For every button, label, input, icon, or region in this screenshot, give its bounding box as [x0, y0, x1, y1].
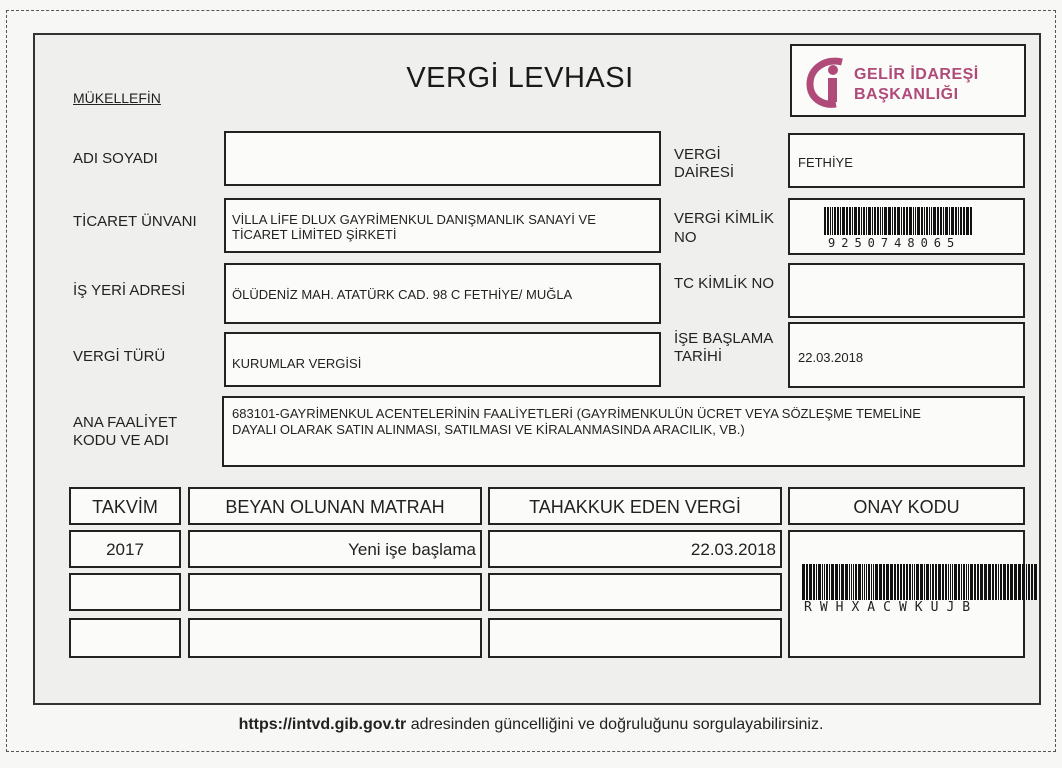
barcode-bar	[809, 564, 812, 600]
barcode-bar	[875, 564, 878, 600]
barcode-bar	[888, 207, 891, 235]
ise-baslama-value: 22.03.2018	[798, 350, 864, 365]
barcode-bar	[980, 564, 983, 600]
barcode-bar	[858, 207, 860, 235]
barcode-bar	[853, 564, 854, 600]
barcode-bar	[920, 564, 923, 600]
barcode-bar	[958, 564, 960, 600]
barcode-bar	[868, 207, 871, 235]
barcode-bar	[872, 207, 873, 235]
barcode-bar	[932, 564, 934, 600]
barcode-bar	[963, 207, 965, 235]
table-row-3-takvim	[69, 618, 181, 658]
barcode-bar	[924, 207, 925, 235]
barcode-bar	[1034, 564, 1037, 600]
table-row-3-matrah	[188, 618, 482, 658]
barcode-bar	[1018, 564, 1021, 600]
is-yeri-adresi-label: İŞ YERİ ADRESİ	[73, 282, 186, 299]
ticaret-unvani-value-1: VİLLA LİFE DLUX GAYRİMENKUL DANIŞMANLIK SANAYİ VE	[232, 212, 596, 227]
barcode-bar	[933, 207, 936, 235]
barcode-bar	[945, 564, 947, 600]
barcode-bar	[864, 564, 865, 600]
barcode-bar	[943, 207, 944, 235]
barcode-bar	[886, 564, 889, 600]
barcode-bar	[942, 564, 944, 600]
table-row-2-matrah	[188, 573, 482, 611]
barcode-bar	[968, 564, 969, 600]
barcode-bar	[890, 564, 893, 600]
barcode-bar	[1022, 564, 1025, 600]
barcode-bar	[988, 564, 991, 600]
barcode-bar	[826, 564, 828, 600]
barcode-bar	[884, 207, 887, 235]
barcode-bar	[827, 207, 829, 235]
barcode-bar	[897, 564, 899, 600]
vergi-dairesi-label-1: VERGİ	[674, 146, 721, 163]
adi-soyadi-value	[226, 133, 659, 173]
barcode-bar	[835, 564, 838, 600]
barcode-bar	[958, 207, 959, 235]
table-row-1-takvim: 2017	[69, 530, 181, 568]
barcode-bar	[900, 564, 902, 600]
barcode-bar	[877, 207, 879, 235]
verification-text: adresinden güncelliğini ve doğruluğunu sorgulayabilirsiniz.	[406, 716, 824, 733]
barcode-bar	[837, 207, 839, 235]
barcode-bar	[822, 564, 823, 600]
barcode-bar	[955, 207, 957, 235]
barcode-bar	[940, 207, 942, 235]
onay-kodu-field	[788, 530, 1025, 658]
barcode-bar	[948, 564, 949, 600]
vergi-dairesi-field	[788, 133, 1025, 188]
barcode-bar	[840, 207, 841, 235]
vergi-kimlik-value: 9250748065	[828, 236, 961, 250]
ticaret-unvani-value-2: TİCARET LİMİTED ŞİRKETİ	[232, 227, 397, 242]
onay-kodu-barcode	[802, 564, 1038, 600]
barcode-bar	[892, 207, 893, 235]
ana-faaliyet-label-2: KODU VE ADI	[73, 432, 169, 449]
barcode-bar	[846, 207, 848, 235]
barcode-bar	[849, 207, 851, 235]
barcode-bar	[977, 564, 979, 600]
barcode-bar	[906, 564, 908, 600]
table-row-1-matrah: Yeni işe başlama	[188, 530, 482, 568]
barcode-bar	[963, 564, 965, 600]
adi-soyadi-field	[224, 131, 661, 186]
barcode-bar	[862, 564, 863, 600]
barcode-bar	[1000, 564, 1002, 600]
barcode-bar	[966, 564, 967, 600]
barcode-bar	[906, 207, 908, 235]
barcode-bar	[1014, 564, 1017, 600]
ana-faaliyet-value-1: 683101-GAYRİMENKUL ACENTELERİNİN FAALİYETLERİ (GAYRİMENKULÜN ÜCRET VEYA SÖZLEŞME TEMELİNE	[232, 406, 921, 421]
adi-soyadi-label: ADI SOYADI	[73, 150, 158, 167]
barcode-bar	[951, 207, 954, 235]
ise-baslama-label-1: İŞE BAŞLAMA	[674, 330, 774, 347]
barcode-bar	[1026, 564, 1027, 600]
vergi-kimlik-label-1: VERGİ KİMLİK	[674, 210, 775, 227]
barcode-bar	[897, 207, 900, 235]
barcode-bar	[816, 564, 817, 600]
barcode-bar	[970, 564, 973, 600]
barcode-bar	[974, 564, 976, 600]
barcode-bar	[903, 564, 905, 600]
barcode-bar	[915, 207, 916, 235]
barcode-bar	[868, 564, 870, 600]
barcode-bar	[824, 207, 826, 235]
logo-line1: GELİR İDAREŞİ	[854, 66, 979, 83]
section-label: MÜKELLEFİN	[73, 90, 161, 106]
barcode-bar	[926, 207, 928, 235]
barcode-bar	[861, 207, 862, 235]
barcode-bar	[866, 564, 867, 600]
is-yeri-adresi-field	[224, 263, 661, 324]
ana-faaliyet-value-2: DAYALI OLARAK SATIN ALINMASI, SATILMASI VE KİRALANMASINDA ARACILIK, VB.)	[232, 422, 745, 437]
vergi-dairesi-value: FETHİYE	[798, 155, 853, 170]
barcode-bar	[924, 564, 925, 600]
barcode-bar	[984, 564, 987, 600]
barcode-bar	[945, 207, 948, 235]
ana-faaliyet-label-1: ANA FAALİYET	[73, 414, 178, 431]
barcode-bar	[879, 564, 882, 600]
barcode-bar	[883, 564, 885, 600]
barcode-bar	[917, 207, 920, 235]
onay-kodu-value: RWHXACWKUJB	[804, 600, 979, 615]
vergi-dairesi-label-2: DAİRESİ	[674, 164, 735, 181]
barcode-bar	[909, 207, 912, 235]
barcode-bar	[873, 564, 874, 600]
barcode-bar	[913, 207, 914, 235]
barcode-bar	[935, 564, 937, 600]
barcode-bar	[829, 564, 830, 600]
table-row-2-vergi	[488, 573, 782, 611]
barcode-bar	[831, 564, 834, 600]
barcode-bar	[1028, 564, 1030, 600]
ise-baslama-label-2: TARİHİ	[674, 348, 723, 365]
barcode-bar	[995, 564, 997, 600]
gib-logo-icon	[806, 56, 852, 108]
gib-logo	[790, 44, 1026, 117]
table-header-matrah: BEYAN OLUNAN MATRAH	[188, 487, 482, 525]
table-header-takvim: TAKVİM	[69, 487, 181, 525]
table-header-vergi: TAHAKKUK EDEN VERGİ	[488, 487, 782, 525]
vergi-kimlik-label-2: NO	[674, 229, 697, 246]
barcode-bar	[1003, 564, 1006, 600]
vergi-turu-value: KURUMLAR VERGİSİ	[232, 356, 362, 371]
barcode-bar	[849, 564, 850, 600]
barcode-bar	[903, 207, 905, 235]
barcode-bar	[960, 207, 962, 235]
barcode-bar	[954, 564, 957, 600]
barcode-bar	[1007, 564, 1009, 600]
barcode-bar	[970, 207, 972, 235]
barcode-bar	[839, 564, 840, 600]
tc-kimlik-label: TC KİMLİK NO	[674, 275, 775, 292]
barcode-bar	[914, 564, 915, 600]
vergi-kimlik-field	[788, 198, 1025, 255]
barcode-bar	[834, 207, 836, 235]
table-row-2-takvim	[69, 573, 181, 611]
barcode-bar	[938, 564, 941, 600]
barcode-bar	[909, 564, 911, 600]
is-yeri-adresi-value: ÖLÜDENİZ MAH. ATATÜRK CAD. 98 C FETHİYE/ MUĞLA	[232, 287, 573, 302]
ticaret-unvani-label: TİCARET ÜNVANI	[73, 213, 197, 230]
barcode-bar	[921, 207, 923, 235]
barcode-bar	[882, 207, 883, 235]
barcode-bar	[871, 564, 872, 600]
barcode-bar	[930, 564, 931, 600]
barcode-bar	[855, 564, 857, 600]
barcode-bar	[1010, 564, 1013, 600]
barcode-bar	[952, 564, 953, 600]
vergi-kimlik-barcode	[824, 207, 973, 235]
barcode-bar	[830, 207, 831, 235]
barcode-bar	[894, 207, 896, 235]
barcode-bar	[845, 564, 848, 600]
barcode-bar	[866, 207, 867, 235]
vergi-turu-label: VERGİ TÜRÜ	[73, 348, 166, 365]
barcode-bar	[874, 207, 876, 235]
table-header-onay-kodu: ONAY KODU	[788, 487, 1025, 525]
barcode-bar	[841, 564, 844, 600]
barcode-bar	[858, 564, 861, 600]
barcode-bar	[802, 564, 805, 600]
barcode-bar	[998, 564, 999, 600]
barcode-bar	[852, 207, 853, 235]
barcode-bar	[1031, 564, 1033, 600]
ise-baslama-field	[788, 322, 1025, 388]
tc-kimlik-field	[788, 263, 1025, 318]
barcode-bar	[842, 207, 845, 235]
barcode-bar	[926, 564, 929, 600]
ticaret-unvani-field	[224, 198, 661, 253]
verification-footer	[0, 716, 1062, 734]
vergi-turu-field	[224, 332, 661, 387]
barcode-bar	[901, 207, 902, 235]
barcode-bar	[916, 564, 919, 600]
barcode-bar	[929, 207, 930, 235]
logo-line2: BAŞKANLIĞI	[854, 86, 959, 103]
barcode-bar	[937, 207, 939, 235]
barcode-bar	[961, 564, 962, 600]
barcode-bar	[894, 564, 896, 600]
barcode-bar	[931, 207, 932, 235]
table-row-3-vergi	[488, 618, 782, 658]
table-row-1-vergi: 22.03.2018	[488, 530, 782, 568]
document-title: VERGİ LEVHASI	[406, 62, 634, 94]
barcode-bar	[832, 207, 833, 235]
barcode-bar	[813, 564, 815, 600]
barcode-bar	[912, 564, 913, 600]
barcode-bar	[949, 207, 950, 235]
barcode-bar	[824, 564, 825, 600]
barcode-bar	[966, 207, 969, 235]
barcode-bar	[851, 564, 852, 600]
barcode-bar	[818, 564, 821, 600]
barcode-bar	[950, 564, 951, 600]
barcode-bar	[854, 207, 857, 235]
verification-url[interactable]: https://intvd.gib.gov.tr	[238, 716, 407, 733]
barcode-bar	[806, 564, 808, 600]
barcode-bar	[863, 207, 865, 235]
ana-faaliyet-field	[222, 396, 1025, 467]
barcode-bar	[880, 207, 881, 235]
barcode-bar	[992, 564, 994, 600]
